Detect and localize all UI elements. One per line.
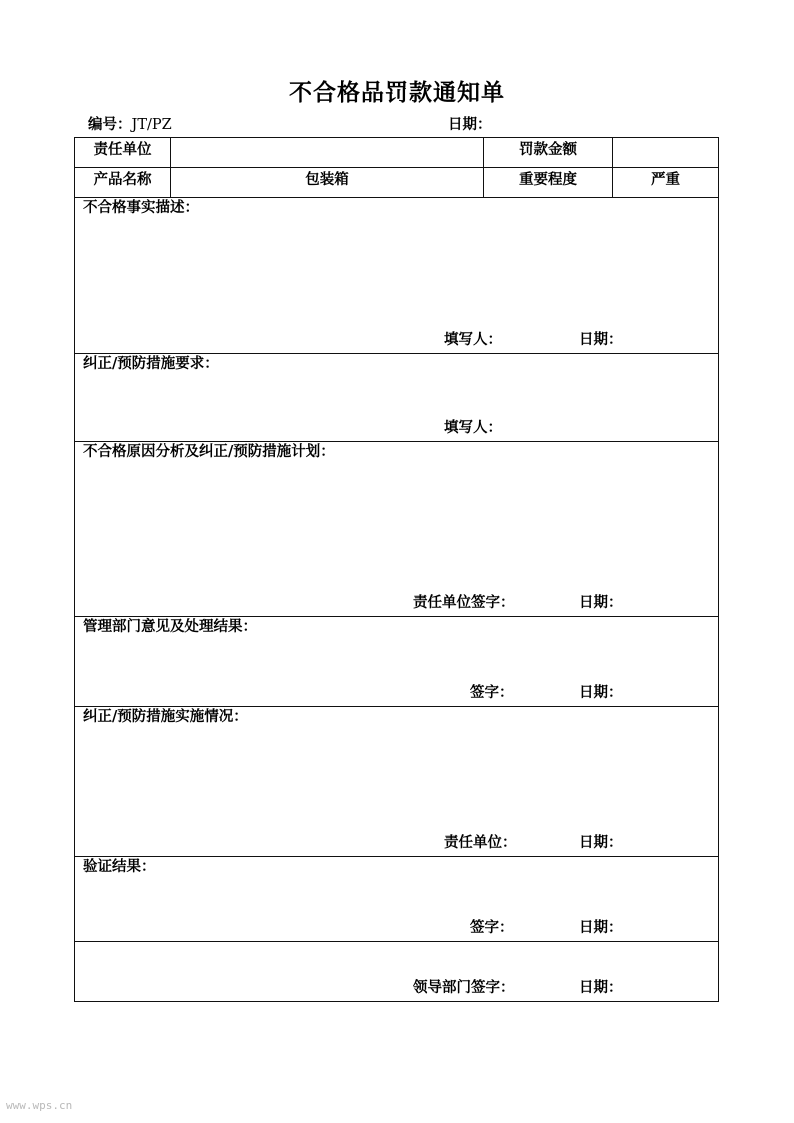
signature-filler-label: 填写人： xyxy=(444,419,502,436)
signature-date-label: 日期： xyxy=(579,594,623,611)
meta-line xyxy=(74,113,718,133)
signature-label: 签字： xyxy=(470,919,514,936)
table-row xyxy=(75,168,719,198)
signature-date-label: 日期： xyxy=(579,684,623,701)
signature-row xyxy=(75,976,718,996)
responsible-unit-value[interactable] xyxy=(171,138,484,168)
leader-signature-label: 领导部门签字： xyxy=(413,979,515,996)
signature-date-label: 日期： xyxy=(579,331,623,348)
signature-date-label: 日期： xyxy=(579,919,623,936)
signature-row xyxy=(75,916,718,936)
section-nonconformity-description[interactable] xyxy=(75,198,719,354)
section-title: 验证结果： xyxy=(83,858,156,875)
severity-label: 重要程度 xyxy=(484,168,613,198)
nonconformity-form-table xyxy=(74,137,719,1002)
table-row xyxy=(75,942,719,1002)
signature-row xyxy=(75,328,718,348)
signature-row xyxy=(75,681,718,701)
section-corrective-preventive-requirement[interactable] xyxy=(75,354,719,442)
signature-filler-label: 填写人： xyxy=(444,331,502,348)
product-name-label: 产品名称 xyxy=(75,168,171,198)
signature-row xyxy=(75,416,718,436)
section-title: 纠正/预防措施要求： xyxy=(83,355,219,372)
section-title: 纠正/预防措施实施情况： xyxy=(83,708,248,725)
product-name-value[interactable]: 包装箱 xyxy=(171,168,484,198)
serial-number-field xyxy=(88,113,172,134)
table-row xyxy=(75,442,719,617)
table-row xyxy=(75,707,719,857)
serial-number-value: JT/PZ xyxy=(131,117,172,133)
section-verification-result[interactable] xyxy=(75,857,719,942)
table-row xyxy=(75,138,719,168)
signature-date-label: 日期： xyxy=(579,979,623,996)
header-date-field xyxy=(448,113,492,134)
serial-number-label: 编号： xyxy=(88,116,132,133)
header-date-label: 日期： xyxy=(448,116,492,133)
signature-unit-label: 责任单位签字： xyxy=(413,594,515,611)
wps-watermark: www.wps.cn xyxy=(6,1099,73,1112)
fine-amount-value[interactable] xyxy=(613,138,719,168)
section-title: 不合格事实描述： xyxy=(83,199,199,216)
signature-row xyxy=(75,591,718,611)
page-title: 不合格品罚款通知单 xyxy=(289,79,505,106)
table-row xyxy=(75,198,719,354)
section-management-opinion[interactable] xyxy=(75,617,719,707)
section-title: 不合格原因分析及纠正/预防措施计划： xyxy=(83,443,335,460)
section-title: 管理部门意见及处理结果： xyxy=(83,618,257,635)
fine-amount-label: 罚款金额 xyxy=(484,138,613,168)
table-row xyxy=(75,857,719,942)
responsible-unit-label: 责任单位 xyxy=(75,138,171,168)
signature-label: 签字： xyxy=(470,684,514,701)
section-leader-signature[interactable] xyxy=(75,942,719,1002)
section-implementation-status[interactable] xyxy=(75,707,719,857)
signature-unit-label: 责任单位： xyxy=(444,834,517,851)
section-cause-analysis-and-plan[interactable] xyxy=(75,442,719,617)
severity-value[interactable]: 严重 xyxy=(613,168,719,198)
signature-date-label: 日期： xyxy=(579,834,623,851)
table-row xyxy=(75,617,719,707)
signature-row xyxy=(75,831,718,851)
table-row xyxy=(75,354,719,442)
